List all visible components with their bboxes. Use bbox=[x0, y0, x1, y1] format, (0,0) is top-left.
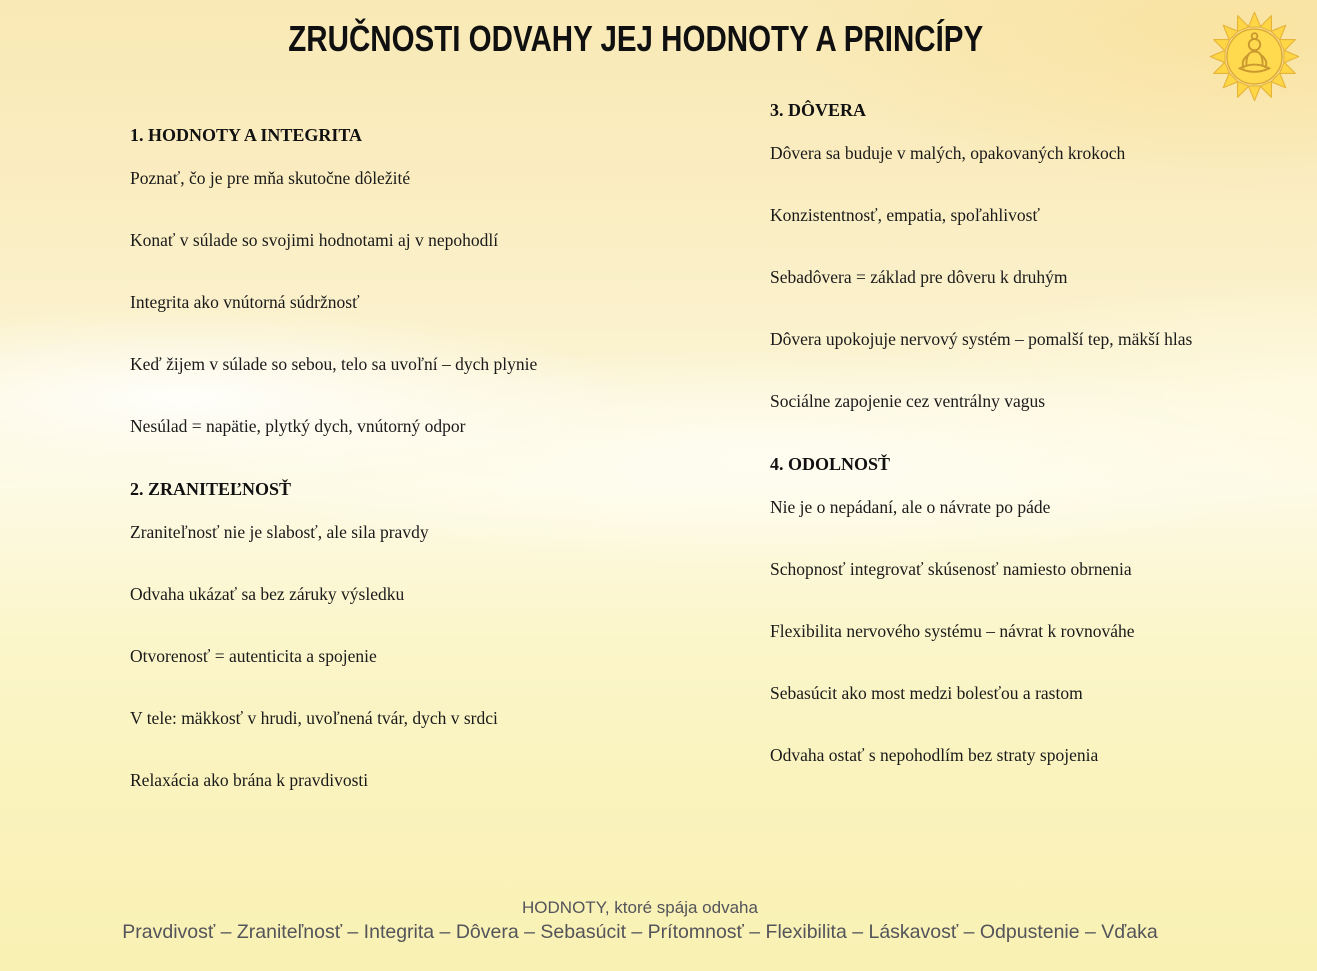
footer-heading: HODNOTY, ktoré spája odvaha bbox=[522, 898, 758, 917]
list-item: Odvaha ukázať sa bez záruky výsledku bbox=[130, 584, 405, 604]
list-item: Sebadôvera = základ pre dôveru k druhým bbox=[770, 267, 1068, 287]
list-item: Flexibilita nervového systému – návrat k rovnováhe bbox=[770, 621, 1135, 641]
list-item: Dôvera sa buduje v malých, opakovaných krokoch bbox=[770, 143, 1126, 163]
list-item: Poznať, čo je pre mňa skutočne dôležité bbox=[130, 168, 411, 188]
section-hodnoty-a-integrita bbox=[130, 124, 755, 436]
section-1-heading: 1. HODNOTY A INTEGRITA bbox=[130, 125, 363, 145]
list-item: Nie je o nepádaní, ale o návrate po páde bbox=[770, 497, 1051, 517]
list-item: Konať v súlade so svojimi hodnotami aj v nepohodlí bbox=[130, 230, 499, 250]
section-zranitelnost bbox=[130, 478, 755, 790]
right-column bbox=[770, 99, 1317, 807]
list-item: Odvaha ostať s nepohodlím bez straty spojenia bbox=[770, 745, 1099, 765]
section-dovera bbox=[770, 99, 1317, 411]
sun-icon bbox=[1207, 9, 1302, 104]
list-item: Schopnosť integrovať skúsenosť namiesto obrnenia bbox=[770, 559, 1132, 579]
left-column bbox=[130, 124, 755, 832]
section-2-heading: 2. ZRANITEĽNOSŤ bbox=[130, 479, 292, 499]
list-item: Dôvera upokojuje nervový systém – pomalší tep, mäkší hlas bbox=[770, 329, 1193, 349]
section-4-heading: 4. ODOLNOSŤ bbox=[770, 454, 891, 474]
list-item: Integrita ako vnútorná súdržnosť bbox=[130, 292, 360, 312]
title-bar bbox=[0, 18, 1272, 60]
list-item: Zraniteľnosť nie je slabosť, ale sila pravdy bbox=[130, 522, 429, 542]
list-item: Relaxácia ako brána k pravdivosti bbox=[130, 770, 369, 790]
list-item: Keď žijem v súlade so sebou, telo sa uvoľní – dych plynie bbox=[130, 354, 538, 374]
list-item: Sebasúcit ako most medzi bolesťou a rastom bbox=[770, 683, 1083, 703]
list-item: Konzistentnosť, empatia, spoľahlivosť bbox=[770, 205, 1040, 225]
section-3-heading: 3. DÔVERA bbox=[770, 100, 867, 120]
list-item: V tele: mäkkosť v hrudi, uvoľnená tvár, dych v srdci bbox=[130, 708, 498, 728]
footer-values-list: Pravdivosť – Zraniteľnosť – Integrita – Dôvera – Sebasúcit – Prítomnosť – Flexibilita – Láskavosť – Odpustenie – Vďaka bbox=[122, 921, 1158, 943]
section-odolnost bbox=[770, 453, 1317, 765]
list-item: Nesúlad = napätie, plytký dych, vnútorný odpor bbox=[130, 416, 466, 436]
sun-meditation-logo bbox=[1207, 9, 1302, 104]
list-item: Sociálne zapojenie cez ventrálny vagus bbox=[770, 391, 1046, 411]
page-title: ZRUČNOSTI ODVAHY JEJ HODNOTY A PRINCÍPY bbox=[288, 18, 984, 59]
footer bbox=[0, 897, 1280, 945]
list-item: Otvorenosť = autenticita a spojenie bbox=[130, 646, 377, 666]
